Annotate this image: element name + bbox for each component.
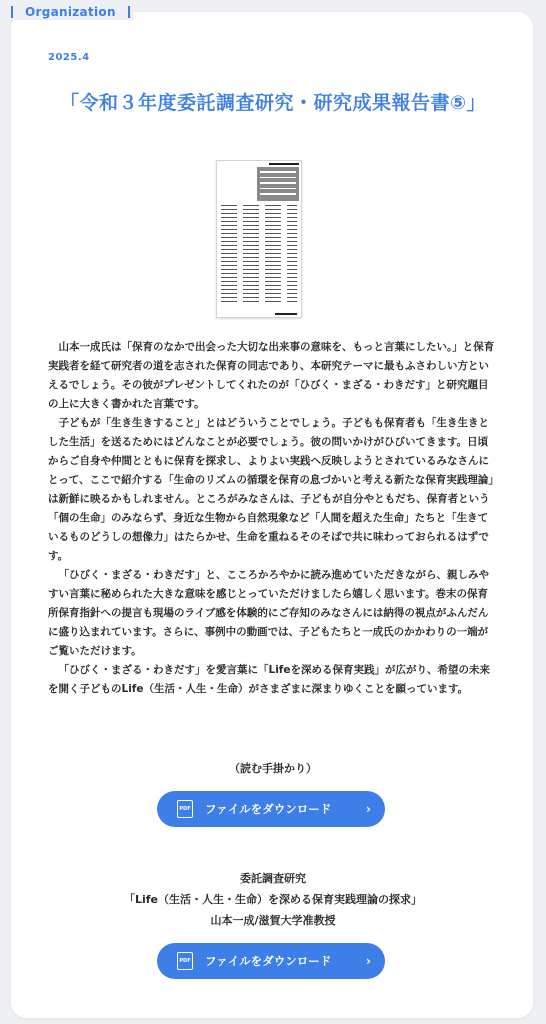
download-button-1[interactable] xyxy=(157,791,385,827)
body-paragraph: 子どもが「生き生きすること」とはどういうことでしょう。子どもも保育者も「生き生きとした生活」を送るためにはどんなことが必要でしょう。彼の問いかけがひびいてきます。日頃からご自身や仲間とともに保育を探求し、よりよい実践へ反映しようとされているみなさんにとって、ここで紹介する「生命のリズムの循環を保育の息づかいと考える新たな保育実践理論」は新鮮に映るかもしれません。ところがみなさんは、子どもが自分やともだち、保育者という「個の生命」のみならず、身近な生物から自然現象など「人間を超えた生命」たちと「生きているものどうしの想像力」はたらかせ、生命を重ねるそのそばで共に味わっておられるはずです。 xyxy=(48,417,494,562)
category-label: Organization xyxy=(25,5,116,19)
study-name: 「Life（生活・人生・生命）を深める保育実践理論の探求」 xyxy=(123,893,423,906)
report-thumbnail xyxy=(216,160,302,318)
download-label: ファイルをダウンロード xyxy=(205,802,332,816)
download-label: ファイルをダウンロード xyxy=(205,954,332,968)
pdf-icon: PDF xyxy=(177,800,193,818)
body-paragraph: 山本一成氏は「保育のなかで出会った大切な出来事の意味を、もっと言葉にしたい。」と保育実践者を経て研究者の道を志された保育の同志であり、本研究テーマに最もふさわしい方といえるでしょう。その彼がプレゼントしてくれたのが「ひびく・まざる・わきだす」と研究題目の上に大きく書かれた言葉です。 xyxy=(48,341,495,410)
study-author: 山本一成/滋賀大学准教授 xyxy=(210,914,336,927)
download-button-2[interactable] xyxy=(157,943,385,979)
page-title: 「令和３年度委託調査研究・研究成果報告書⑤」 xyxy=(59,92,487,114)
publish-date: 2025.4 xyxy=(48,52,90,63)
chevron-right-icon: › xyxy=(366,954,371,968)
body-paragraph: 「ひびく・まざる・わきだす」と、こころかろやかに読み進めていただきながら、親しみやすい言葉に秘められた大きな意味を感じとっていただけましたら嬉しく思います。巻末の保育所保育指針への提言も現場のライブ感を体験的にご存知のみなさんには納得の視点がふんだんに盛り込まれています。さらに、事例中の動画では、子どもたちと一成氏のかかわりの一端がご覧いただけます。 xyxy=(48,569,489,657)
article-body xyxy=(48,338,496,699)
study-info xyxy=(0,868,546,931)
tag-bar-left xyxy=(11,6,13,18)
tag-bar-right xyxy=(128,6,130,18)
body-paragraph: 「ひびく・まざる・わきだす」を愛言葉に「Lifeを深める保育実践」が広がり、希望の未来を開く子どものLife（生活・人生・生命）がさまざまに深まりゆくことを願っています。 xyxy=(48,664,490,695)
chevron-right-icon: › xyxy=(366,802,371,816)
pdf-icon: PDF xyxy=(177,952,193,970)
reading-hint: （読む手掛かり） xyxy=(229,762,317,775)
study-kind: 委託調査研究 xyxy=(240,872,306,885)
category-tag[interactable] xyxy=(11,4,134,20)
